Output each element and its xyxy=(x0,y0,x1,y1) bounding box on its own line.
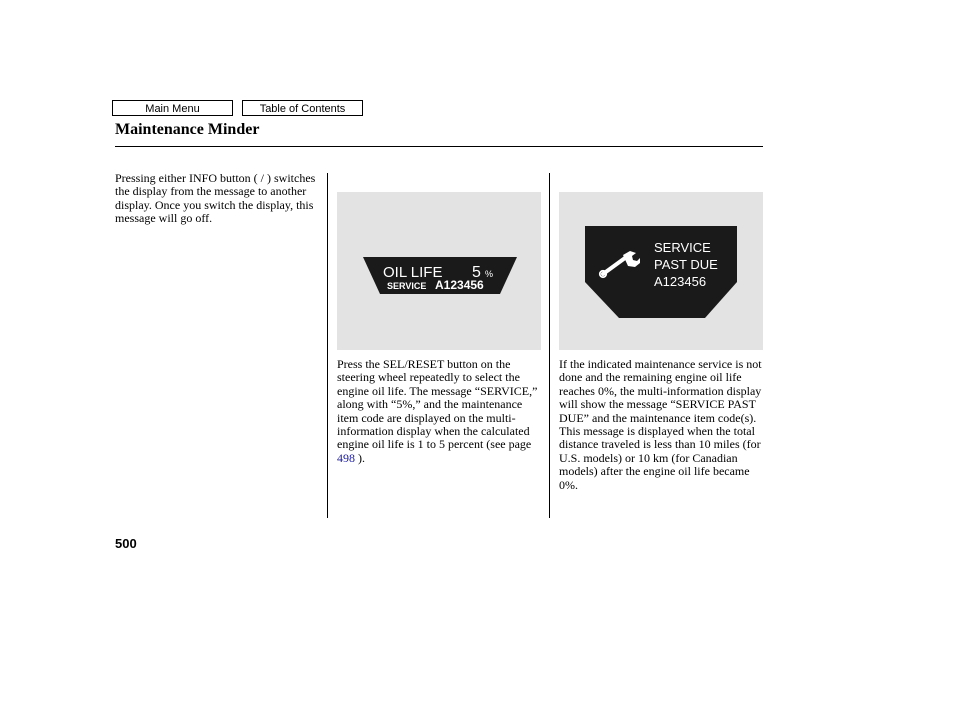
column-divider-left xyxy=(327,173,328,518)
service-line-1: SERVICE xyxy=(654,240,711,255)
sel-reset-text: Press the SEL/RESET button on the steering wheel repeatedly to select the engine oil life. The message “SERVICE,” along with “5%,” and the maintenance item code are displayed on the multi-information display when the calculated engine oil life is 1 to 5 percent (see page xyxy=(337,357,538,452)
oil-life-display xyxy=(337,192,541,350)
service-past-due-display-illustration xyxy=(559,192,763,350)
sel-reset-text-end: ). xyxy=(355,450,365,465)
service-line-2: PAST DUE xyxy=(654,257,718,272)
page-498-link[interactable]: 498 xyxy=(337,450,355,465)
sel-reset-paragraph xyxy=(337,358,543,465)
title-divider xyxy=(115,146,763,147)
column-divider-right xyxy=(549,173,550,518)
oil-life-display-illustration xyxy=(337,192,541,350)
info-button-paragraph: Pressing either INFO button ( / ) switches the display from the message to another display. Once you switch the display, this message will go off. xyxy=(115,171,316,226)
oil-life-unit: % xyxy=(485,269,494,279)
oil-life-value: 5 xyxy=(472,264,481,281)
service-past-due-paragraph: If the indicated maintenance service is not done and the remaining engine oil life reaches 0%, the multi-information display will show the message “SERVICE PAST DUE” and the maintenance item code(s). This message is displayed when the total distance traveled is less than 10 miles (for U.S. models) or 10 km (for Canadian models) after the engine oil life became 0%. xyxy=(559,357,762,492)
oil-life-label: OIL LIFE xyxy=(383,264,443,281)
page-number: 500 xyxy=(115,536,137,551)
table-of-contents-button[interactable]: Table of Contents xyxy=(242,100,363,116)
service-label: SERVICE xyxy=(387,281,427,291)
service-line-3: A123456 xyxy=(654,274,707,289)
main-menu-button[interactable]: Main Menu xyxy=(112,100,233,116)
service-past-due-display xyxy=(559,192,763,350)
page-title: Maintenance Minder xyxy=(115,121,260,138)
service-code: A123456 xyxy=(435,278,484,292)
